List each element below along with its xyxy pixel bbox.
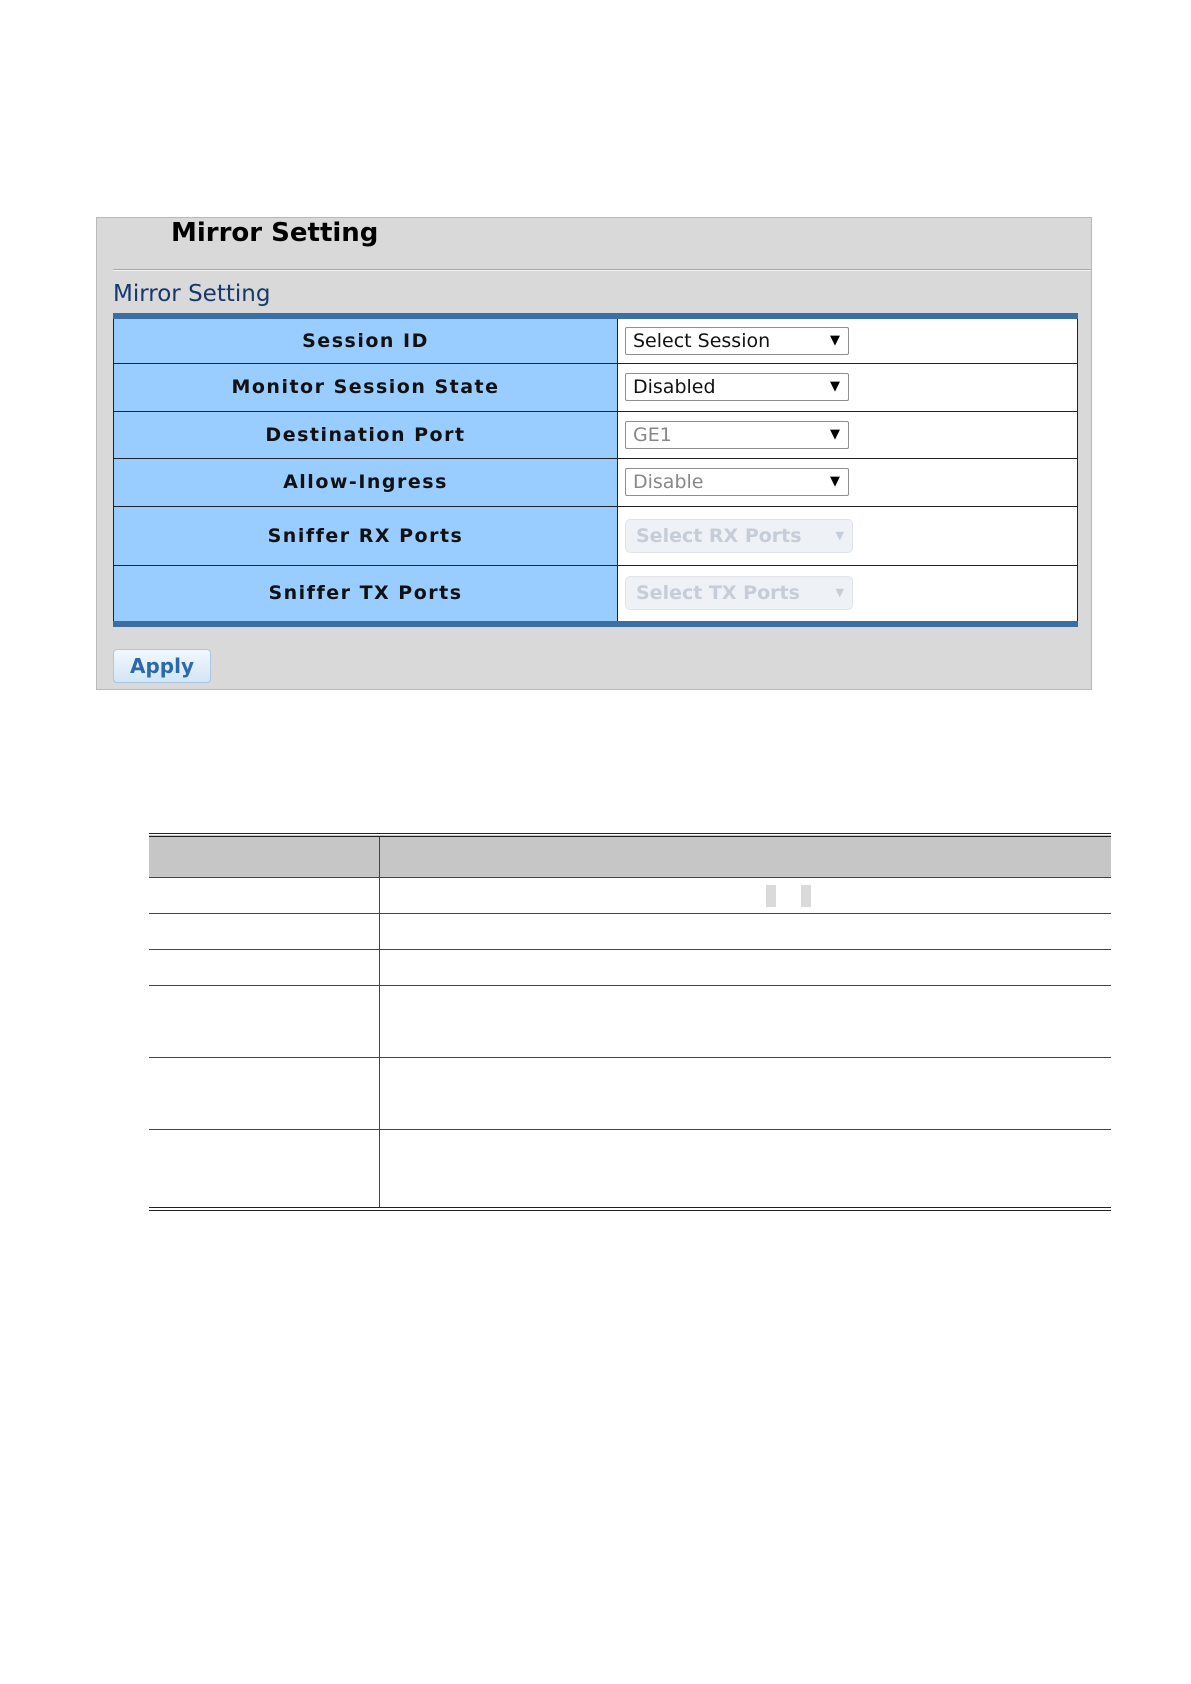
destination-port-select[interactable]: [625, 421, 849, 449]
table-row: [149, 1130, 1111, 1209]
description-table: [149, 833, 1111, 1211]
sniffer-rx-ports-placeholder: Select RX Ports: [636, 524, 802, 547]
allow-ingress-label: Allow-Ingress: [114, 459, 618, 507]
caret-down-icon: ▼: [835, 528, 844, 542]
dropdown-arrow-icon: ▼: [830, 379, 840, 395]
table-row: [149, 878, 1111, 914]
table-header-description: [380, 835, 1112, 878]
destination-port-row: [114, 411, 1078, 459]
apply-button[interactable]: Apply: [113, 649, 211, 683]
sniffer-tx-ports-placeholder: Select TX Ports: [636, 582, 800, 605]
redacted-mark: [766, 885, 776, 907]
table-row: [149, 950, 1111, 986]
title-divider: [113, 269, 1091, 271]
session-id-value: Select Session: [633, 330, 771, 353]
mirror-setting-panel: [96, 217, 1092, 690]
session-id-select[interactable]: [625, 327, 849, 355]
section-title: Mirror Setting: [113, 281, 271, 307]
redacted-mark: [801, 885, 811, 907]
sniffer-tx-ports-multiselect[interactable]: [625, 576, 853, 610]
destination-port-label: Destination Port: [114, 411, 618, 459]
sniffer-tx-ports-label: Sniffer TX Ports: [114, 565, 618, 624]
session-id-label: Session ID: [114, 316, 618, 364]
session-id-row: [114, 316, 1078, 364]
allow-ingress-select[interactable]: [625, 468, 849, 496]
table-header-object: [149, 835, 380, 878]
mirror-form-table: [113, 313, 1078, 627]
monitor-session-state-label: Monitor Session State: [114, 364, 618, 412]
dropdown-arrow-icon: ▼: [830, 333, 840, 349]
sniffer-rx-ports-row: [114, 506, 1078, 565]
dropdown-arrow-icon: ▼: [830, 474, 840, 490]
dropdown-arrow-icon: ▼: [830, 426, 840, 442]
table-row: [149, 986, 1111, 1058]
sniffer-tx-ports-row: [114, 565, 1078, 624]
monitor-session-state-select[interactable]: [625, 373, 849, 401]
sniffer-rx-ports-multiselect[interactable]: [625, 519, 853, 553]
monitor-session-state-value: Disabled: [633, 376, 716, 399]
sniffer-rx-ports-label: Sniffer RX Ports: [114, 506, 618, 565]
allow-ingress-value: Disable: [633, 471, 704, 494]
caret-down-icon: ▼: [835, 586, 844, 600]
monitor-session-state-row: [114, 364, 1078, 412]
table-header-row: [149, 835, 1111, 878]
table-row: [149, 1058, 1111, 1130]
destination-port-value: GE1: [633, 423, 672, 446]
table-row: [149, 914, 1111, 950]
allow-ingress-row: [114, 459, 1078, 507]
page-title: Mirror Setting: [171, 218, 379, 248]
